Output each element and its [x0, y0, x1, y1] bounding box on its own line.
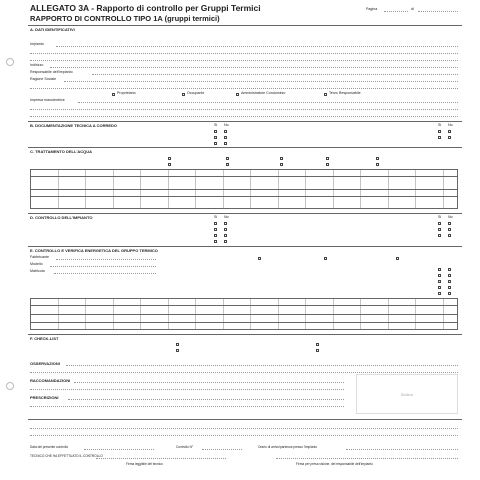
fabbricante-label: Fabbricante [30, 255, 49, 259]
prescriptions-field[interactable] [68, 399, 344, 400]
page-of-label: di [411, 7, 414, 11]
report-page: ALLEGATO 3A - Rapporto di controllo per Gruppi Termici RAPPORTO DI CONTROLLO TIPO 1A (gruppi termici) Pagina di A. DATI IDENTIFICATIVI Impianto Indirizzo Responsabile dell'impianto Ragione Sociale Proprietario Occupante Amministratore Condominio Terzo Responsabile Impresa manutentrice B. DOCUMENTAZIONE TECNICA A CORREDO Si No Si No C. TRATTAMENTO DELL'ACQUA D. CONTROLLO DELL'IMPIANTO Si No Si No E. CONTROLLO E VERIFICA ENERGETICA DEL GRUPPO TERMICO Fabbricante Modello Matricola F. CHECK-LIST OSSERVAZIONI RACCOMANDAZIONI PRESCRIZIONI Bollino Data del presente controllo Controllo N° Orario di arrivo/partenza presso l'impianto TECNICO CHE HA EFFETTUATO IL CONTROLLO Firma leggibile del tecnico Firma per presa visione, del responsabile dell'impianto [26, 0, 464, 480]
section-f-header: F. CHECK-LIST [30, 336, 59, 341]
matricola-label: Matricola [30, 269, 45, 273]
terzo-responsabile-label: Terzo Responsabile [329, 91, 361, 95]
amministratore-checkbox[interactable] [236, 93, 239, 96]
document-title: ALLEGATO 3A - Rapporto di controllo per Gruppi Termici [30, 3, 261, 13]
impresa-label: Impresa manutentrice [30, 98, 65, 102]
responsible-signature-field[interactable] [276, 458, 458, 459]
section-b-header: B. DOCUMENTAZIONE TECNICA A CORREDO [30, 123, 118, 128]
technician-signature-field[interactable] [96, 458, 226, 459]
section-d-header: D. CONTROLLO DELL'IMPIANTO [30, 215, 93, 220]
technician-signature-label: Firma leggibile del tecnico [126, 462, 163, 466]
arrival-time-label: Orario di arrivo/partenza presso l'impianto [258, 445, 318, 449]
section-a-header: A. DATI IDENTIFICATIVI [30, 27, 75, 32]
ragione-sociale-label: Ragione Sociale [30, 77, 57, 81]
control-number-label: Controllo N° [176, 445, 194, 449]
impianto-field[interactable] [56, 46, 458, 47]
control-date-label: Data del presente controllo [30, 445, 69, 449]
responsabile-field[interactable] [92, 74, 458, 75]
observations-field[interactable] [66, 365, 458, 366]
indirizzo-field[interactable] [50, 67, 458, 68]
observations-label: OSSERVAZIONI [30, 361, 60, 366]
proprietario-checkbox[interactable] [112, 93, 115, 96]
section-e-header: E. CONTROLLO E VERIFICA ENERGETICA DEL GRUPPO TERMICO [30, 248, 158, 253]
prescriptions-label: PRESCRIZIONI [30, 395, 59, 400]
responsible-signature-label: Firma per presa visione, del responsabile dell'impianto [296, 462, 373, 466]
section-c-header: C. TRATTAMENTO DELL'ACQUA [30, 149, 93, 154]
responsabile-label: Responsabile dell'impianto [30, 70, 73, 74]
document-subtitle: RAPPORTO DI CONTROLLO TIPO 1A (gruppi termici) [30, 14, 220, 23]
recommendations-label: RACCOMANDAZIONI [30, 378, 71, 383]
occupante-checkbox[interactable] [182, 93, 185, 96]
occupante-label: Occupante [187, 91, 205, 95]
terzo-responsabile-checkbox[interactable] [324, 93, 327, 96]
indirizzo-label: Indirizzo [30, 63, 44, 67]
proprietario-label: Proprietario [117, 91, 136, 95]
page-label: Pagina [366, 7, 378, 11]
technician-label: TECNICO CHE HA EFFETTUATO IL CONTROLLO [30, 454, 103, 458]
amministratore-label: Amministratore Condominio [241, 91, 286, 95]
binder-hole-top [6, 58, 14, 66]
binder-hole-bottom [6, 382, 14, 390]
stamp-box: Bollino [356, 374, 458, 414]
modello-label: Modello [30, 262, 43, 266]
recommendations-field[interactable] [74, 382, 344, 383]
impianto-label: Impianto [30, 42, 44, 46]
